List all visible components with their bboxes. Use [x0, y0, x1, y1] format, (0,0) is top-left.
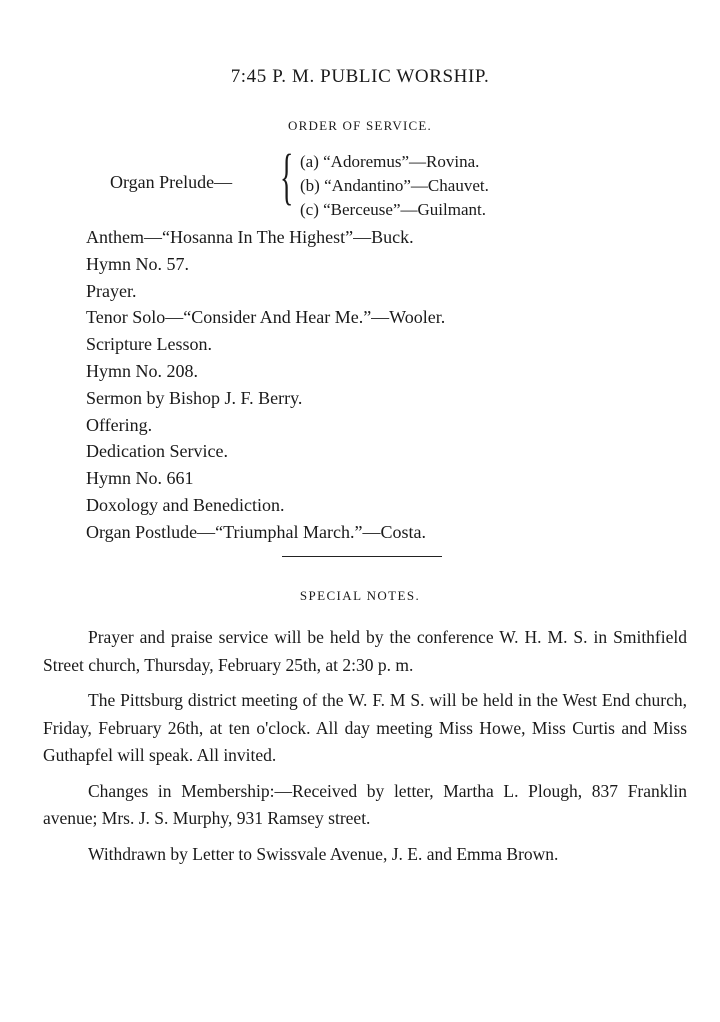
service-item: Tenor Solo—“Consider And Hear Me.”—Wooler. — [86, 307, 446, 328]
service-item: Hymn No. 208. — [86, 360, 198, 381]
service-item: Organ Postlude—“Triumphal March.”—Costa. — [86, 521, 426, 542]
special-notes-heading: SPECIAL NOTES. — [299, 588, 421, 603]
service-item: Doxology and Benediction. — [86, 494, 285, 515]
prelude-item: (b) “Andantino”—Chauvet. — [300, 176, 489, 195]
note-paragraph: Changes in Membership:—Received by letter, Martha L. Plough, 837 Franklin avenue; Mrs. J. S. Murphy, 931 Ramsey street. — [43, 780, 687, 828]
service-item: Offering. — [86, 414, 153, 435]
section-divider — [282, 556, 442, 557]
service-item: Hymn No. 661 — [86, 468, 194, 489]
prelude-item: (c) “Berceuse”—Guilmant. — [300, 200, 486, 219]
service-item: Anthem—“Hosanna In The Highest”—Buck. — [86, 227, 414, 247]
curly-brace: { — [280, 143, 294, 211]
service-item: Scripture Lesson. — [86, 334, 212, 355]
service-item: Prayer. — [86, 280, 137, 301]
service-item: Sermon by Bishop J. F. Berry. — [86, 387, 303, 408]
service-item: Dedication Service. — [86, 441, 228, 462]
prelude-item: (a) “Adoremus”—Rovina. — [300, 152, 480, 171]
service-item: Hymn No. 57. — [86, 253, 189, 274]
page-title: 7:45 P. M. PUBLIC WORSHIP. — [230, 66, 490, 87]
note-paragraph: Prayer and praise service will be held by the conference W. H. M. S. in Smithfield Street church, Thursday, February 25th, at 2:30 p. m. — [43, 627, 687, 675]
note-paragraph: Withdrawn by Letter to Swissvale Avenue, J. E. and Emma Brown. — [88, 843, 559, 864]
special-notes — [43, 624, 687, 876]
order-of-service-list — [86, 224, 646, 546]
prelude-items — [300, 150, 489, 222]
note-paragraph: The Pittsburg district meeting of the W. F. M S. will be held in the West End church, Friday, February 26th, at ten o'clock. All day meeting Miss Howe, Miss Curtis and Miss Guthapfel will speak. All invited. — [43, 690, 687, 765]
organ-prelude-label: Organ Prelude— — [110, 172, 233, 192]
order-of-service-heading: ORDER OF SERVICE. — [288, 118, 432, 133]
